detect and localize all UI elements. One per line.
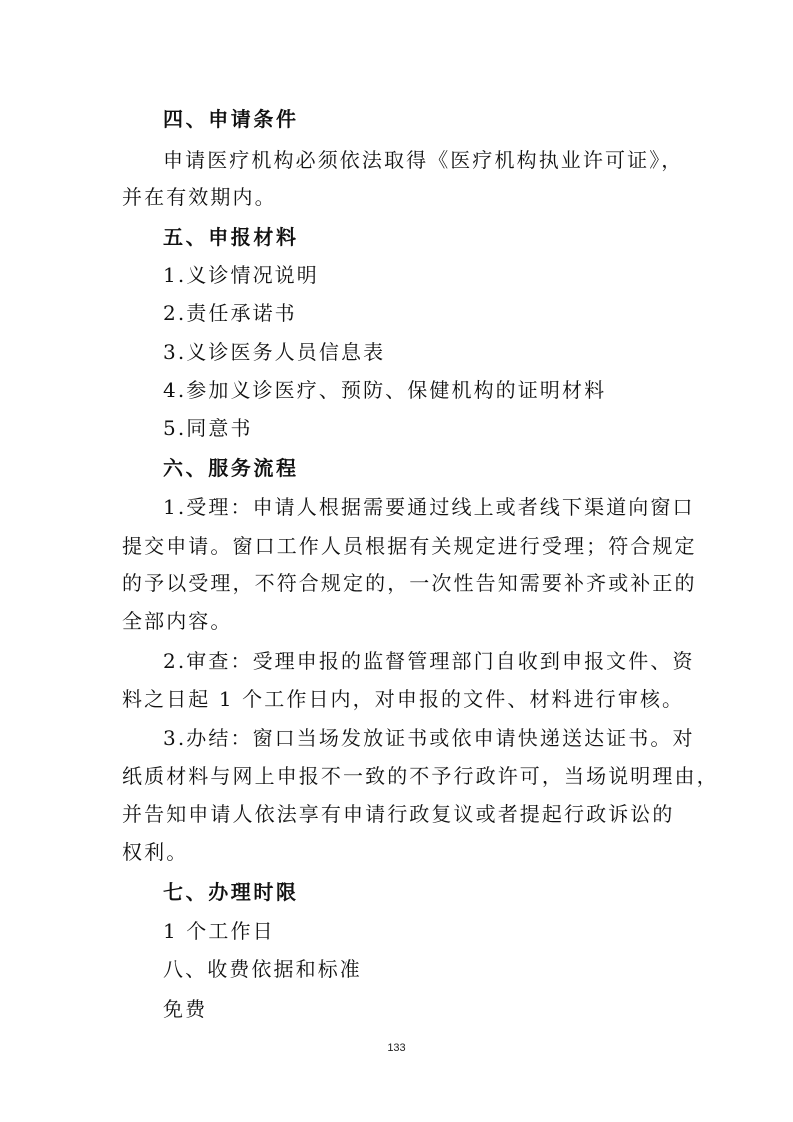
section-heading-materials: 五、申报材料	[163, 225, 299, 249]
section-heading-service-process: 六、服务流程	[163, 456, 299, 480]
paragraph-line: 纸质材料与网上申报不一致的不予行政许可，当场说明理由，	[122, 764, 719, 788]
paragraph-line: 提交申请。窗口工作人员根据有关规定进行受理；符合规定	[122, 534, 697, 558]
processing-time-value: 1 个工作日	[163, 919, 275, 943]
paragraph-line: 并在有效期内。	[122, 185, 277, 209]
paragraph-line: 2.审查：受理申报的监督管理部门自收到申报文件、资	[163, 649, 695, 673]
paragraph-line: 1.受理：申请人根据需要通过线上或者线下渠道向窗口	[163, 495, 695, 519]
list-item: 2.责任承诺书	[163, 301, 297, 325]
list-item: 4.参加义诊医疗、预防、保健机构的证明材料	[163, 378, 607, 402]
paragraph-line: 的予以受理，不符合规定的，一次性告知需要补齐或补正的	[122, 571, 697, 595]
fee-value: 免费	[163, 997, 208, 1021]
list-item: 5.同意书	[163, 416, 253, 440]
page-number: 133	[387, 1042, 406, 1054]
paragraph-line: 并告知申请人依法享有申请行政复议或者提起行政诉讼的	[122, 802, 675, 826]
paragraph-line: 3.办结：窗口当场发放证书或依申请快递送达证书。对	[163, 726, 695, 750]
paragraph-line: 全部内容。	[122, 609, 233, 633]
section-heading-fees: 八、收费依据和标准	[163, 957, 362, 981]
paragraph-line: 申请医疗机构必须依法取得《医疗机构执业许可证》，	[163, 148, 684, 172]
section-heading-processing-time: 七、办理时限	[163, 880, 299, 904]
paragraph-line: 权利。	[122, 840, 189, 864]
list-item: 3.义诊医务人员信息表	[163, 340, 386, 364]
section-heading-application-conditions: 四、申请条件	[163, 107, 299, 131]
paragraph-line: 料之日起 1 个工作日内，对申报的文件、材料进行审核。	[122, 687, 685, 711]
list-item: 1.义诊情况说明	[163, 263, 319, 287]
